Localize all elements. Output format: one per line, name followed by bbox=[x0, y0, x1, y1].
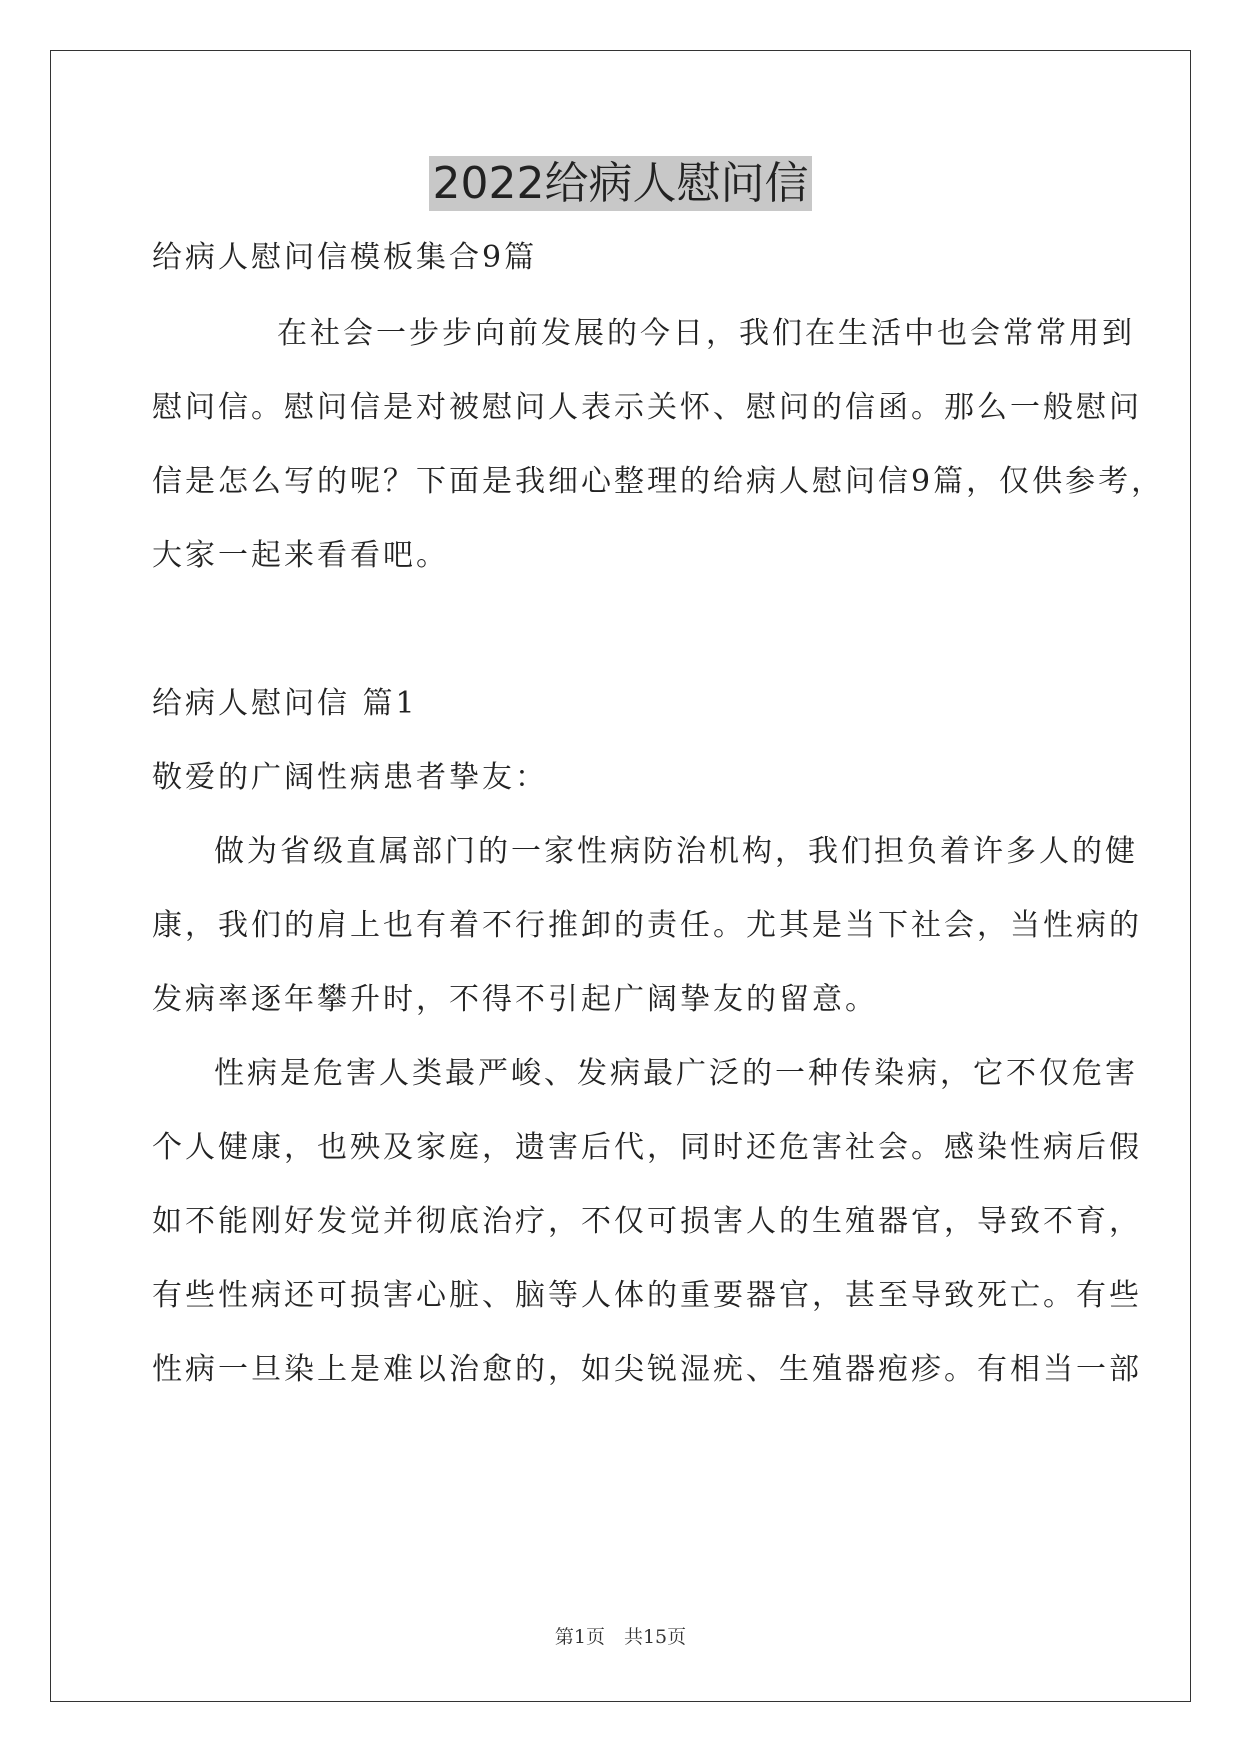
document-subtitle: 给病人慰问信模板集合9篇 bbox=[152, 240, 538, 275]
intro-line-3: 信是怎么写的呢？下面是我细心整理的给病人慰问信9篇，仅供参考， bbox=[152, 464, 1165, 499]
paragraph1-line-2: 康，我们的肩上也有着不行推卸的责任。尤其是当下社会，当性病的 bbox=[152, 908, 1142, 943]
document-title-text: 2022给病人慰问信 bbox=[429, 156, 813, 211]
page-border bbox=[50, 50, 1191, 1702]
paragraph2-line-4: 有些性病还可损害心脏、脑等人体的重要器官，甚至导致死亡。有些 bbox=[152, 1278, 1142, 1313]
intro-line-1: 在社会一步步向前发展的今日，我们在生活中也会常常用到 bbox=[277, 316, 1135, 351]
intro-line-4: 大家一起来看看吧。 bbox=[152, 538, 449, 573]
paragraph1-line-3: 发病率逐年攀升时，不得不引起广阔挚友的留意。 bbox=[152, 982, 878, 1017]
paragraph2-line-2: 个人健康，也殃及家庭，遗害后代，同时还危害社会。感染性病后假 bbox=[152, 1130, 1142, 1165]
paragraph1-line-1: 做为省级直属部门的一家性病防治机构，我们担负着许多人的健 bbox=[214, 834, 1138, 869]
page-number: 第1页 共15页 bbox=[554, 1626, 687, 1648]
section-heading: 给病人慰问信 篇1 bbox=[152, 686, 418, 721]
paragraph2-line-3: 如不能刚好发觉并彻底治疗，不仅可损害人的生殖器官，导致不育， bbox=[152, 1204, 1142, 1239]
paragraph2-line-1: 性病是危害人类最严峻、发病最广泛的一种传染病，它不仅危害 bbox=[214, 1056, 1138, 1091]
letter-salutation: 敬爱的广阔性病患者挚友： bbox=[152, 760, 548, 795]
intro-line-2: 慰问信。慰问信是对被慰问人表示关怀、慰问的信函。那么一般慰问 bbox=[152, 390, 1142, 425]
paragraph2-line-5: 性病一旦染上是难以治愈的，如尖锐湿疣、生殖器疱疹。有相当一部 bbox=[152, 1352, 1142, 1387]
document-title bbox=[0, 156, 1241, 212]
